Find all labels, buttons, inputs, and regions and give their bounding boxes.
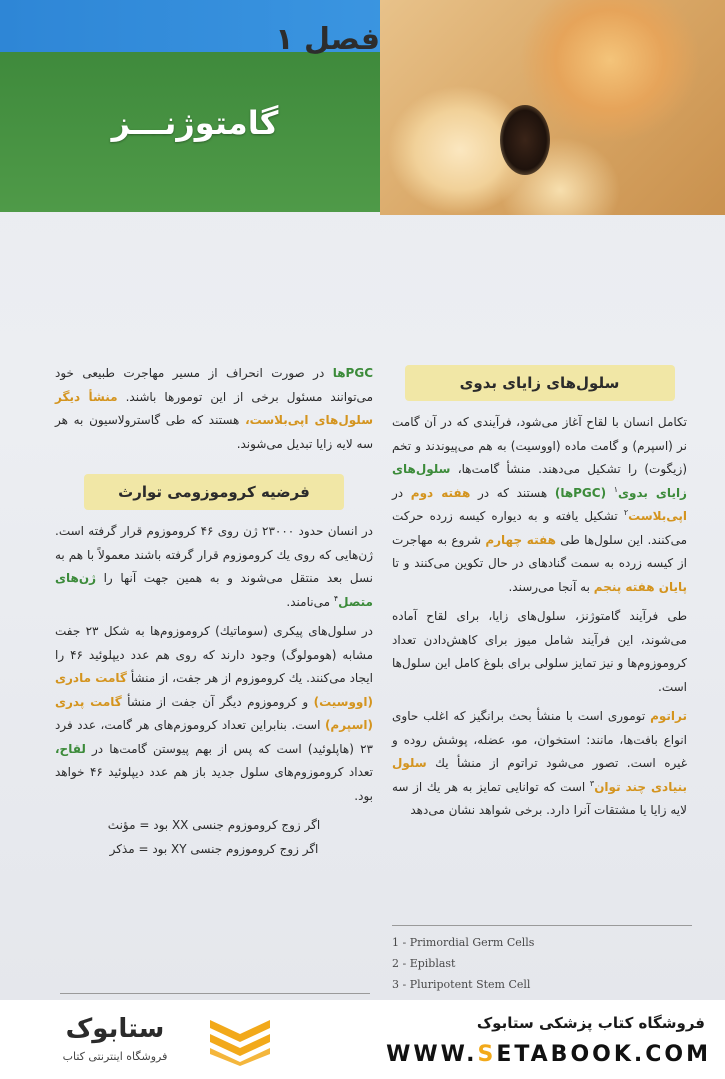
store-url[interactable]: WWW.SETABOOK.COM: [386, 1042, 711, 1067]
term-end-week-five: پایان هفته پنجم: [593, 579, 687, 594]
term-fertilization: لقاح،: [55, 741, 86, 756]
term-pluripotent-stem-cell: سلول بنیادی چند توان: [392, 756, 687, 794]
store-logo-subtitle: فروشگاه اینترنتی کتاب: [62, 1050, 168, 1063]
paragraph-fertilization: تکامل انسان با لقاح آغاز می‌شود، فرآیندی که در آن گامت نر (اسپرم) و گامت ماده (اووسیت) به هم می‌پیوندند و تخم (زیگوت) را تشکیل می‌دهند. منشأ گامت‌ها، سلول‌های زایای بدوی$^۱$ (PGCها) هستند که در هفته دوم در اپی‌بلاست$^۲$ تشکیل یافته و به دیواره کیسه زرده حرکت می‌کنند. این سلول‌ها طی هفته چهارم شروع به مهاجرت از کیسه زرده به سمت گنادهای در حال تکوین می‌کنند و تا پایان هفته پنجم به آنجا می‌رسند.: [392, 415, 687, 594]
paragraph-genes: در انسان حدود ۲۳۰۰۰ ژن روی ۴۶ کروموزوم قرار گرفته است. ژن‌هایی که روی یك کروموزوم قرار گرفته باشند معمولاً با هم به نسل بعد منتقل می‌شوند و به همین جهت آنها را ژن‌های متصل$^۴$ می‌نامند.: [55, 524, 373, 609]
footnote-ref: ۱: [613, 484, 619, 494]
footnote-ref: ۲: [623, 508, 629, 517]
store-logo-text: ستابوک: [65, 1014, 165, 1044]
left-column: [55, 362, 373, 861]
chapter-banner: [0, 0, 725, 215]
term-epiblast: اپی‌بلاست: [628, 509, 687, 523]
term-linked-genes: ژن‌های متصل: [55, 571, 373, 609]
footnote-1: 1 - Primordial Germ Cells: [392, 936, 535, 949]
right-column: [392, 365, 687, 829]
term-week-four: هفته چهارم: [485, 532, 556, 547]
term-pgc: PGCها: [332, 366, 373, 380]
term-primordial-germ-cells: سلول‌های زایای بدوی: [392, 462, 687, 500]
paragraph-gametogenesis: طی فرآیند گامتوژنز، سلول‌های زایا، برای لقاح آماده می‌شوند، این فرآیند شامل میوز برای کاهش‌دادن تعداد کروموزوم‌ها و نیز تمایز سلولی برای بلوغ کامل این سلول‌ها است.: [392, 609, 687, 694]
sex-chromosome-female: اگر زوج کروموزوم جنسی XX بود = مؤنث: [107, 818, 321, 832]
chapter-label: فصل ۱: [275, 22, 380, 57]
footnote-ref: ۳: [589, 778, 595, 788]
store-logo-icon: [205, 1014, 275, 1066]
photo-detail: [500, 105, 550, 175]
footnote-ref: ۴: [333, 593, 339, 603]
footnote-3: 3 - Pluripotent Stem Cell: [392, 978, 531, 991]
term-teratoma: تراتوم: [650, 709, 687, 723]
paragraph-chromosomes: در سلول‌های پیکری (سوماتیك) کروموزوم‌ها به شکل ۲۳ جفت مشابه (هومولوگ) وجود دارند که روی هم عدد دیپلوئید ۴۶ را ایجاد می‌کنند. یك کروموزوم از هر جفت، از منشأ گامت مادری (اووسیت) و کروموزوم دیگر آن جفت از منشأ گامت پدری (اسپرم) است. بنابراین تعداد کروموزم‌های هر گامت، عدد فرد ۲۳ (هاپلوئید) است که پس از بهم پیوستن گامت‌ها در لقاح، تعداد کروموزوم‌های سلول جدید باز هم عدد دیپلوئید ۴۶ خواهد بود.: [55, 624, 373, 803]
term-paternal-gamete: گامت پدری (اسپرم): [55, 694, 373, 732]
paragraph-teratoma: تراتوم توموری است با منشأ بحث برانگیز که اغلب حاوی انواع بافت‌ها، مانند: استخوان، مو، عضله، پوشش روده و غیره است. تصور می‌شود تراتوم از منشأ یك سلول بنیادی چند توان$^۳$ است که توانایی تمایز به هر یك از سه لایه زایا یا مشتقات آنرا دارد. برخی شواهد نشان می‌دهد: [392, 709, 687, 817]
store-footer: [0, 1000, 725, 1079]
paragraph-pgc-tumors: PGCها در صورت انحراف از مسیر مهاجرت طبیعی خود می‌توانند مسئول برخی از این تومورها باشند. منشأ دیگر سلول‌های اپی‌بلاست، هستند که طی گاسترولاسیون به هر سه لایه زایا تبدیل می‌شوند.: [55, 366, 374, 451]
term-maternal-gamete: گامت مادری (اووسیت): [55, 671, 373, 709]
chapter-title: گامتوژنـــز: [111, 104, 279, 142]
term-week-two: هفته دوم: [410, 485, 471, 500]
sex-chromosome-male: اگر زوج کروموزوم جنسی XY بود = مذکر: [109, 841, 319, 856]
section-heading-chromosome-theory: فرضیه کروموزومی توارث: [84, 474, 344, 510]
left-column-rule: [60, 993, 370, 994]
term-pgc: (PGCها): [554, 485, 607, 500]
section-heading-primordial-germ-cells: سلول‌های زایای بدوی: [405, 365, 675, 401]
embryo-photo: [380, 0, 725, 215]
footnote-2: 2 - Epiblast: [392, 957, 456, 970]
store-title: فروشگاه کتاب پزشکی ستابوک: [476, 1014, 705, 1032]
footnotes: [392, 925, 692, 995]
term-epiblast-origin: منشأ دیگر سلول‌های اپی‌بلاست،: [55, 389, 374, 427]
